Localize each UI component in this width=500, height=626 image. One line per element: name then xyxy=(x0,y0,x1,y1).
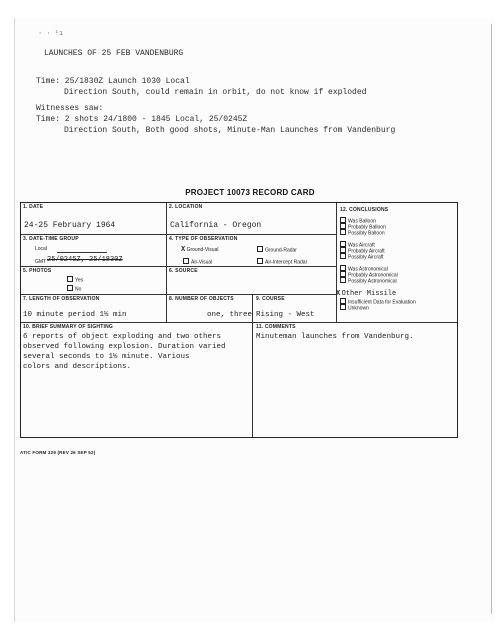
header-line-3: Witnesses saw: xyxy=(36,104,104,113)
photos-cell xyxy=(21,267,167,295)
course-label: 9. COURSE xyxy=(256,296,285,302)
photos-label: 5. PHOTOS xyxy=(23,268,52,274)
course-value: Rising - West xyxy=(256,311,315,319)
local-label: Local xyxy=(35,246,47,252)
source-label: 6. SOURCE xyxy=(169,268,198,274)
header-heading: LAUNCHES OF 25 FEB VANDENBURG xyxy=(44,49,184,58)
date-time-group-cell xyxy=(21,235,167,267)
conclusions-cell xyxy=(337,203,457,323)
summary-cell xyxy=(21,323,253,437)
date-value: 24-25 February 1964 xyxy=(24,221,116,230)
record-card-title: PROJECT 10073 RECORD CARD xyxy=(185,188,315,197)
type-ground-visual xyxy=(181,246,218,254)
date-label: 1. DATE xyxy=(23,204,44,210)
conclusion-item: Was Astronomical xyxy=(340,265,388,273)
conclusion-item: Unknown xyxy=(340,304,369,312)
summary-line: 6 reports of object exploding and two others xyxy=(23,333,222,341)
header-line-2: Direction South, could remain in orbit, do not know if exploded xyxy=(64,88,367,97)
length-value: 10 minute period 1½ min xyxy=(23,311,127,319)
photos-yes: Yes xyxy=(67,276,83,284)
length-cell xyxy=(21,295,167,323)
conclusion-item: Possibly Aircraft xyxy=(340,253,384,261)
summary-line: colors and descriptions. xyxy=(23,363,132,371)
conclusion-item: Probably Aircraft xyxy=(340,247,385,255)
photos-no: No xyxy=(67,285,81,293)
summary-text xyxy=(23,332,226,372)
conclusion-item: Possibly Astronomical xyxy=(340,277,397,285)
page-edge xyxy=(491,24,492,614)
location-label: 2. LOCATION xyxy=(169,204,203,210)
conclusion-item: Insufficient Data for Evaluation xyxy=(340,298,416,306)
objects-label: 8. NUMBER OF OBJECTS xyxy=(169,296,234,302)
course-cell xyxy=(253,295,337,323)
comments-value: Minuteman launches from Vandenburg. xyxy=(256,333,414,341)
summary-line: observed following explosion. Duration varied xyxy=(23,343,226,351)
type-label: 4. TYPE OF OBSERVATION xyxy=(169,236,238,242)
air-intercept-checkbox xyxy=(257,258,263,264)
conclusion-item: Probably Astronomical xyxy=(340,271,398,279)
local-line xyxy=(57,252,107,253)
ground-visual-mark: X xyxy=(181,246,186,254)
conclusion-item: Possibly Balloon xyxy=(340,229,385,237)
gmt-label: GMT xyxy=(35,259,47,265)
conclusions-label: 12. CONCLUSIONS xyxy=(340,207,389,213)
photos-no-checkbox xyxy=(67,285,73,291)
corner-marks: · · ¹ı xyxy=(38,30,64,38)
location-value: California - Oregon xyxy=(170,221,262,230)
type-air-visual: Air-Visual xyxy=(183,258,212,266)
ground-radar-checkbox xyxy=(257,246,263,252)
objects-value: one, three xyxy=(207,311,253,319)
length-label: 7. LENGTH OF OBSERVATION xyxy=(23,296,100,302)
record-card xyxy=(20,202,458,438)
photos-yes-checkbox xyxy=(67,276,73,282)
ground-visual-label: Ground-Visual xyxy=(186,247,219,253)
other-mark: X xyxy=(336,290,341,298)
header-line-4: Time: 2 shots 24/1800 - 1845 Local, 25/0245Z xyxy=(36,115,248,124)
date-cell xyxy=(21,203,167,235)
conclusion-item-other xyxy=(336,290,397,298)
type-of-observation-cell xyxy=(167,235,337,267)
type-air-intercept: Air-Intercept Radar xyxy=(257,258,307,266)
comments-cell xyxy=(253,323,457,437)
source-cell xyxy=(167,267,337,295)
header-line-5: Direction South, Both good shots, Minute-Man Launches from Vandenburg xyxy=(64,126,396,135)
summary-label: 10. BRIEF SUMMARY OF SIGHTING xyxy=(23,324,113,330)
form-number: ATIC FORM 329 (REV 26 SEP 52) xyxy=(20,450,96,455)
type-ground-radar: Ground-Radar xyxy=(257,246,297,254)
objects-cell xyxy=(167,295,253,323)
gmt-value: 25/0245Z, 25/1830Z xyxy=(47,256,123,264)
comments-label: 11. COMMENTS xyxy=(256,324,296,330)
conclusion-item: Probably Balloon xyxy=(340,223,386,231)
air-visual-checkbox xyxy=(183,258,189,264)
header-line-1: Time: 25/1830Z Launch 1030 Local xyxy=(36,77,190,86)
location-cell xyxy=(167,203,337,235)
dtg-label: 3. DATE-TIME GROUP xyxy=(23,236,79,242)
other-missile-label: Other Missile xyxy=(341,290,397,298)
summary-line: several seconds to 1½ minute. Various xyxy=(23,353,190,361)
conclusion-item: Was Balloon xyxy=(340,217,376,225)
conclusion-item: Was Aircraft xyxy=(340,241,375,249)
